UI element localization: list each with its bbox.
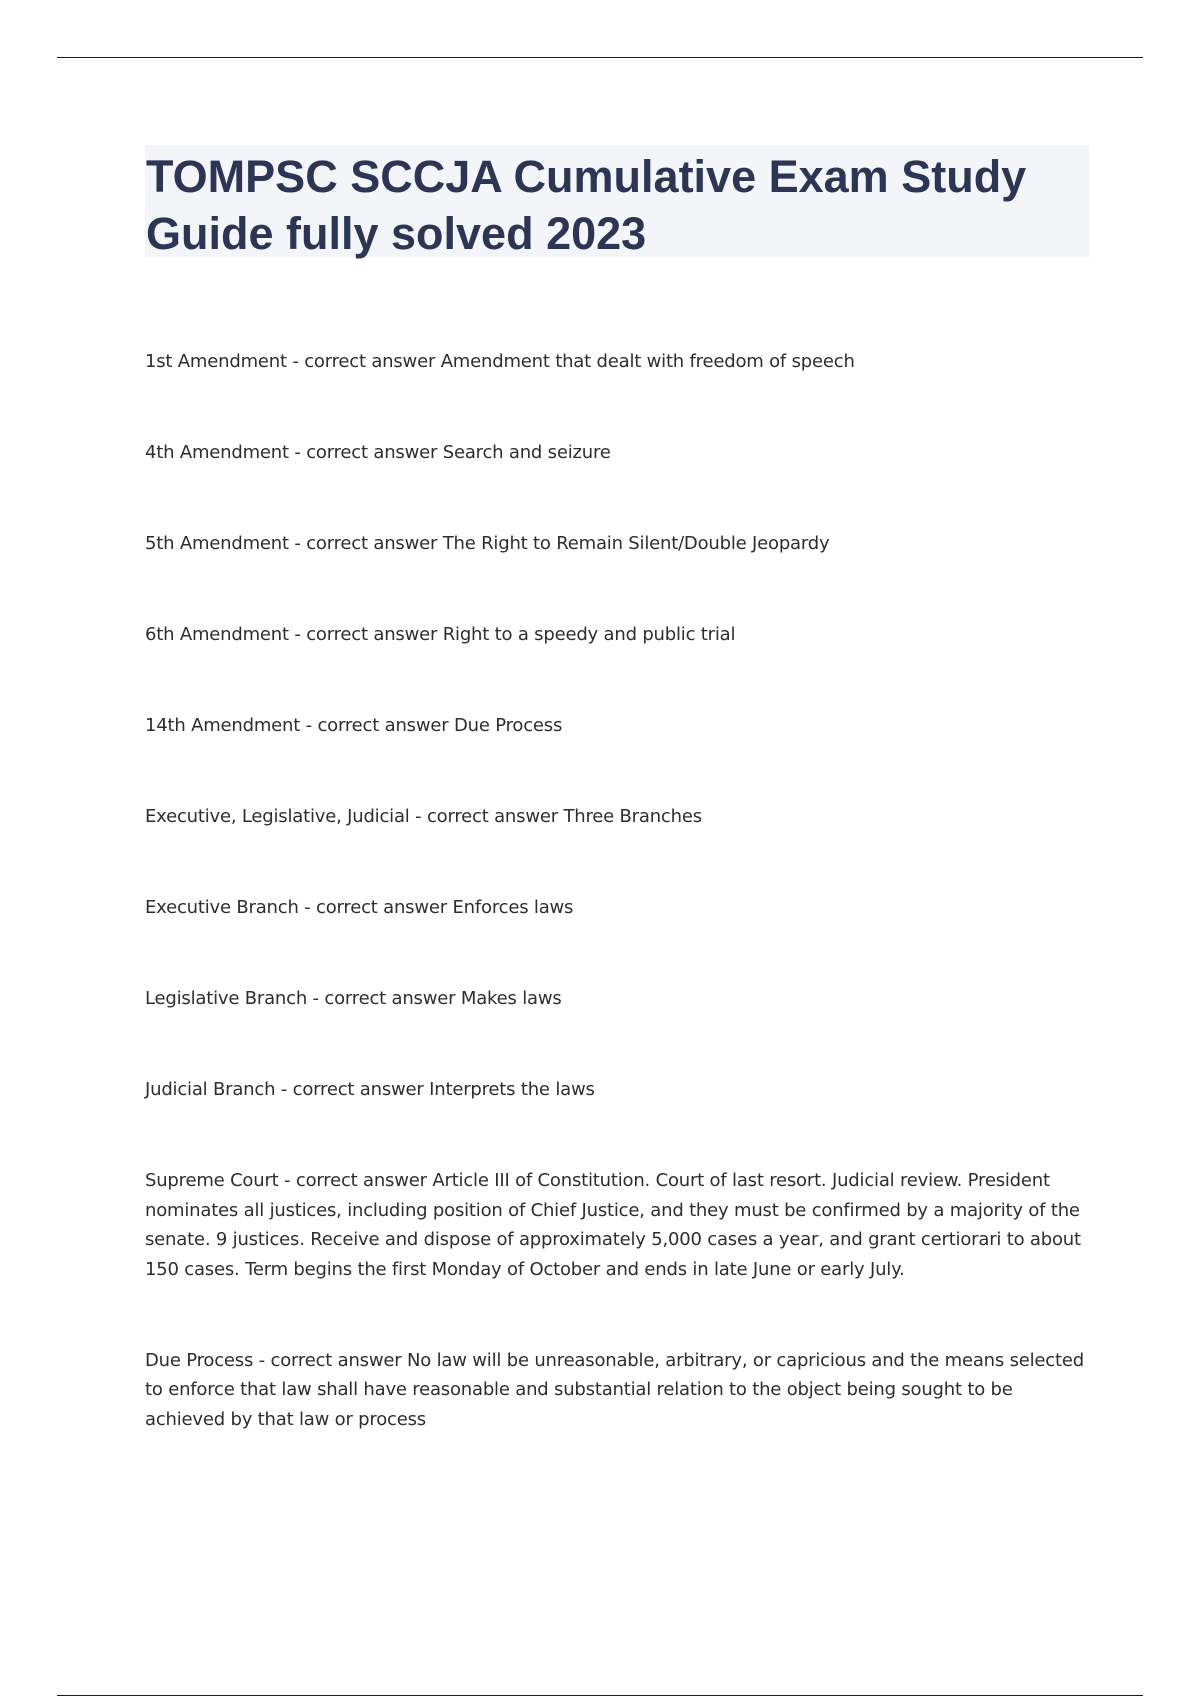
qa-answer-marker: correct answer [317, 715, 449, 736]
qa-item: Executive, Legislative, Judicial - correct answer Three Branches [145, 806, 702, 827]
qa-term: 14th Amendment [145, 715, 301, 736]
qa-item: Legislative Branch - correct answer Makes laws [145, 988, 562, 1009]
document-title: TOMPSC SCCJA Cumulative Exam Study Guide fully solved 2023 [146, 151, 1027, 259]
qa-item: Judicial Branch - correct answer Interprets the laws [145, 1079, 595, 1100]
qa-answer-marker: correct answer [306, 442, 438, 463]
qa-answer: Right to a speedy and public trial [442, 624, 736, 645]
qa-answer: Three Branches [563, 806, 702, 827]
qa-answer-marker: correct answer [316, 897, 447, 918]
qa-term: Judicial Branch [145, 1079, 276, 1100]
qa-term: 5th Amendment [145, 533, 289, 554]
qa-answer: Enforces laws [452, 897, 574, 918]
bottom-divider [57, 1695, 1143, 1696]
qa-answer-marker: correct answer [270, 1349, 402, 1371]
qa-item: 4th Amendment - correct answer Search and seizure [145, 442, 611, 463]
qa-answer: Makes laws [460, 988, 562, 1009]
qa-answer: The Right to Remain Silent/Double Jeopardy [442, 533, 830, 554]
qa-item: 14th Amendment - correct answer Due Process [145, 715, 563, 736]
qa-item: Executive Branch - correct answer Enforces laws [145, 897, 574, 918]
qa-term: Executive Branch [145, 897, 299, 918]
qa-item: 5th Amendment - correct answer The Right to Remain Silent/Double Jeopardy [145, 533, 830, 554]
qa-term: 6th Amendment [145, 624, 289, 645]
qa-answer-marker: correct answer [295, 1170, 427, 1191]
qa-answer-marker: correct answer [306, 624, 438, 645]
qa-term: Executive, Legislative, Judicial [145, 806, 410, 827]
qa-item: Supreme Court - correct answer Article III of Constitution. Court of last resort. Judicial review. President nominates all justices, including position of Chief Justice, and they must be confirmed by a majority of the senate. 9 justices. Receive and dispose of approximately 5,000 cases a year, and grant certiorari to about 150 cases. Term begins the first Monday of October and ends in late June or early July. [145, 1170, 1081, 1280]
qa-item: 1st Amendment - correct answer Amendment that dealt with freedom of speech [145, 351, 855, 372]
qa-term: Due Process [145, 1349, 254, 1371]
qa-item: 6th Amendment - correct answer Right to a speedy and public trial [145, 624, 736, 645]
qa-answer: Article III of Constitution. Court of last resort. Judicial review. President nominates all justices, including position of Chief Justice, and they must be confirmed by a majority of the senate. 9 justices. Receive and dispose of approximately 5,000 cases a year, and grant certiorari to about 150 cases. Term begins the first Monday of October and ends in late June or early July. [145, 1170, 1081, 1280]
qa-answer: Search and seizure [442, 442, 611, 463]
qa-answer-marker: correct answer [292, 1079, 424, 1100]
qa-answer: Interprets the laws [429, 1079, 595, 1100]
qa-item: Due Process - correct answer No law will be unreasonable, arbitrary, or capricious and the means selected to enforce that law shall have reasonable and substantial relation to the object being sought to be achieved by that law or process [145, 1349, 1084, 1430]
qa-term: 1st Amendment [145, 351, 287, 372]
top-divider [57, 57, 1143, 58]
qa-answer-marker: correct answer [426, 806, 558, 827]
qa-answer: No law will be unreasonable, arbitrary, or capricious and the means selected to enforce that law shall have reasonable and substantial relation to the object being sought to be achieved by that law or process [145, 1349, 1084, 1430]
qa-answer-marker: correct answer [306, 533, 438, 554]
qa-term: Legislative Branch [145, 988, 308, 1009]
qa-answer: Due Process [453, 715, 563, 736]
qa-answer-marker: correct answer [304, 351, 436, 372]
qa-answer-marker: correct answer [324, 988, 456, 1009]
qa-answer: Amendment that dealt with freedom of speech [440, 351, 855, 372]
qa-term: Supreme Court [145, 1170, 279, 1191]
qa-term: 4th Amendment [145, 442, 289, 463]
qa-list [145, 347, 1085, 1496]
